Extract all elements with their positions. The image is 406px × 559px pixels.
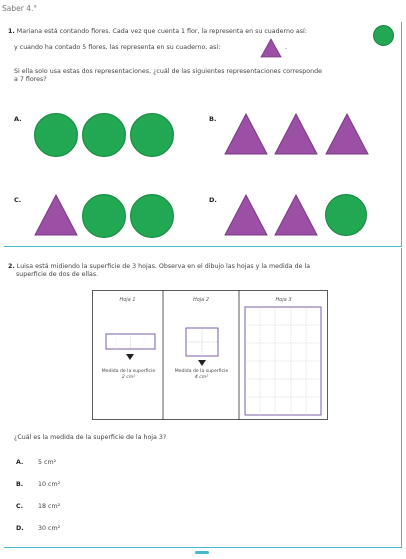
answer-d-letter: D. <box>16 525 24 532</box>
sheets-illustration <box>92 290 328 420</box>
sheet-1-measure: 2 cm² <box>121 375 136 380</box>
circle-icon <box>130 113 174 157</box>
flower-one-circle-icon <box>373 25 394 46</box>
triangle-icon <box>274 194 318 240</box>
q1-option-d-letter[interactable]: D. <box>209 196 217 204</box>
triangle-icon <box>325 113 369 159</box>
q1-option-c-letter[interactable]: C. <box>14 196 22 204</box>
sheet-1-caption <box>92 369 165 381</box>
sheet-1-label: Hoja 1 <box>119 297 136 303</box>
sheet-2-caption-label: Medida de la superficie <box>174 369 229 374</box>
sheet-3-label: Hoja 3 <box>275 297 292 303</box>
answer-c-letter: C. <box>16 503 24 510</box>
sheet-2-label: Hoja 2 <box>192 297 210 303</box>
page-header <box>0 0 406 18</box>
answer-c-text: 18 cm² <box>38 503 61 510</box>
answer-b-text: 10 cm² <box>38 481 61 488</box>
circle-icon <box>82 113 126 157</box>
q1-option-b-letter[interactable]: B. <box>209 115 217 123</box>
q1-text-line1: Mariana está contando flores. Cada vez que cuenta 1 flor, la representa en su cuaderno así: <box>16 28 307 35</box>
q1-number: 1. <box>8 28 15 35</box>
flower-five-triangle-icon <box>260 38 282 62</box>
q2-text-line2: superficie de dos de ellas. <box>16 271 99 278</box>
q1-option-a-letter[interactable]: A. <box>14 115 22 123</box>
q2-text-line1: Luisa está midiendo la superficie de 3 hojas. Observa en el dibujo las hojas y la medida de la <box>16 263 311 270</box>
sheet-2-measure: 4 cm² <box>194 375 209 380</box>
triangle-icon <box>34 194 78 240</box>
triangle-icon <box>274 113 318 159</box>
header-title: Saber 4.° <box>2 4 38 13</box>
header-subject <box>2 0 100 1</box>
answer-b-letter: B. <box>16 481 24 488</box>
sheet-1-caption-label: Medida de la superficie <box>101 369 156 374</box>
answer-a-letter: A. <box>16 459 24 466</box>
sheet-2-caption <box>164 369 239 381</box>
q1-question-line1: Si ella solo usa estas dos representaciones, ¿cuál de las siguientes representaciones corresponde <box>14 68 322 75</box>
q1-question-line2: a 7 flores? <box>14 76 47 83</box>
q2-question: ¿Cuál es la medida de la superficie de la hoja 3? <box>14 434 167 441</box>
triangle-icon <box>224 113 268 159</box>
circle-icon <box>130 194 174 238</box>
answer-d-text: 30 cm² <box>38 525 61 532</box>
answer-a-text: 5 cm² <box>38 459 57 466</box>
q1-text-line2: y cuando ha contado 5 flores, las representa en su cuaderno, así: <box>14 44 221 51</box>
triangle-icon <box>224 194 268 240</box>
circle-icon <box>34 113 78 157</box>
q2-number: 2. <box>8 263 15 270</box>
circle-icon <box>82 194 126 238</box>
q1-text-line2-end: . <box>285 44 288 51</box>
footer-accent-line <box>195 551 209 554</box>
q1-line1 <box>8 27 307 36</box>
circle-icon <box>325 194 367 236</box>
